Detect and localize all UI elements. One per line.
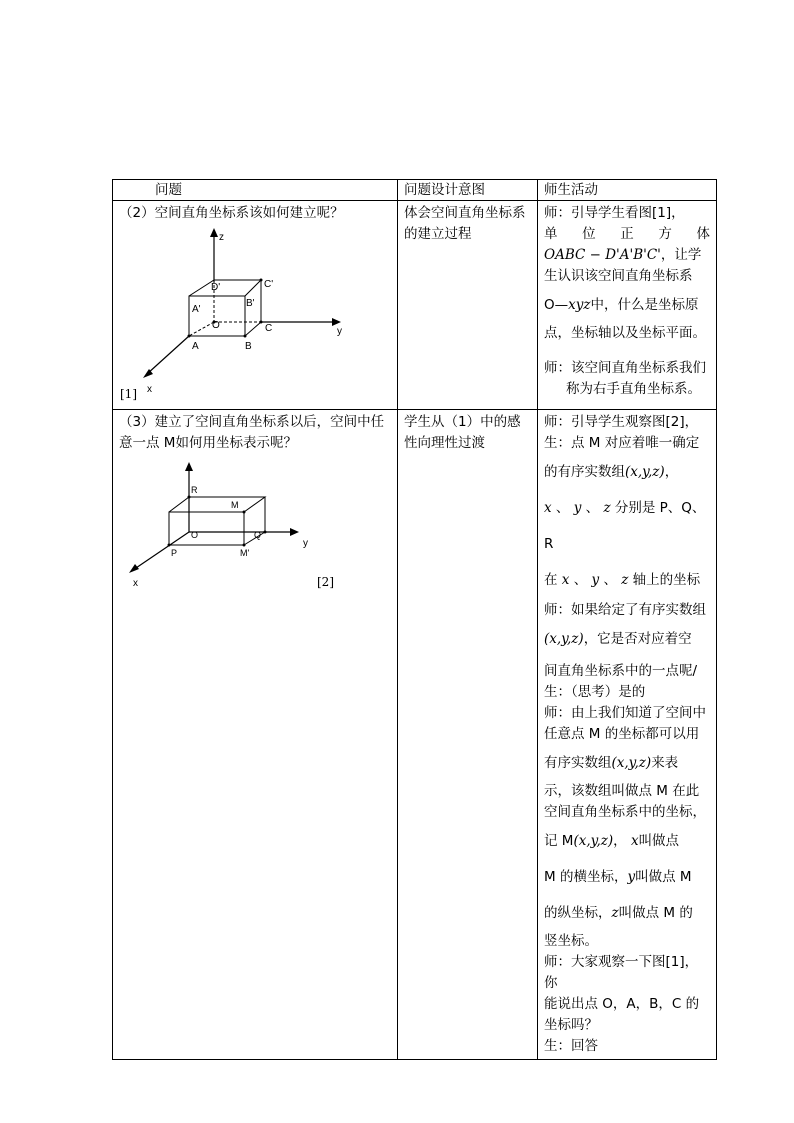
figure-1-coordinate-cube	[119, 228, 341, 400]
activity-text: 记 M	[544, 833, 574, 849]
math-y: y	[573, 500, 582, 516]
math-y: y	[627, 869, 636, 885]
row1-activity-cell	[538, 201, 717, 410]
activity-text: ，	[613, 833, 627, 849]
activity-line	[544, 454, 710, 490]
activity-text: M 的横坐标，	[544, 869, 628, 885]
activity-line	[544, 895, 710, 931]
header-question: 问题	[113, 180, 398, 201]
row2-question: （3）建立了空间直角坐标系以后，空间中任意一点 M如何用坐标表示呢？	[119, 414, 385, 451]
math-tuple: (x,y,z)	[625, 464, 665, 480]
math-tuple: (x,y,z)	[573, 833, 614, 849]
row1-intent: 体会空间直角坐标系的建立过程	[404, 205, 526, 242]
activity-text: 分别是 P、Q、R	[544, 500, 706, 552]
math-x: x	[561, 572, 570, 588]
math-tuple: (x,y,z)	[544, 631, 584, 647]
activity-line: 点，坐标轴以及坐标平面。	[544, 325, 706, 341]
activity-text: 的纵坐标，	[544, 905, 612, 921]
math-xyz: xyz	[568, 297, 591, 313]
math-z: z	[603, 500, 611, 516]
activity-line	[544, 287, 710, 323]
activity-line: 师：大家观察一下图[1]，你	[544, 954, 699, 991]
fig1-label-x: x	[147, 384, 152, 395]
math-x: x	[630, 833, 639, 849]
activity-line	[544, 562, 710, 598]
activity-text: ，	[664, 464, 679, 480]
fig1-label-y: y	[337, 326, 342, 337]
activity-text: 、	[603, 572, 617, 588]
activity-text: 来表	[651, 755, 679, 771]
activity-text: 、	[555, 500, 570, 516]
fig1-label-A: A	[192, 341, 199, 352]
figure-2-tag: [2]	[317, 575, 334, 589]
lesson-table	[112, 179, 717, 1060]
activity-text: 中，什么是坐标原	[590, 297, 699, 313]
math-x: x	[544, 500, 552, 516]
activity-line: 生：点 M 对应着唯一确定	[544, 435, 700, 451]
row2-activity-cell	[538, 410, 717, 1060]
fig1-label-B: B	[245, 341, 252, 352]
activity-text: O—	[544, 297, 569, 313]
activity-text: 、	[573, 572, 588, 588]
activity-text: 、	[585, 500, 600, 516]
fig2-label-M1: M'	[240, 548, 250, 558]
table-row	[113, 410, 717, 1060]
fig2-label-R: R	[191, 485, 198, 495]
activity-line: 师：该空间直角坐标系我们	[544, 360, 706, 376]
fig1-label-O: O	[212, 320, 220, 331]
activity-line	[544, 245, 710, 266]
activity-line: 能说出点 O，A，B，C 的	[544, 996, 700, 1012]
activity-line: 间直角坐标系中的一点呢/	[544, 663, 698, 679]
activity-line: 任意点 M 的坐标都可以用	[544, 726, 700, 742]
activity-text: 叫做点	[638, 833, 680, 849]
table-row	[113, 201, 717, 410]
activity-text: 叫做点 M	[635, 869, 692, 885]
fig2-label-O: O	[191, 530, 199, 540]
fig2-label-Q: Q	[254, 530, 262, 540]
activity-line: 称为右手直角坐标系。	[566, 381, 701, 397]
activity-line: 师：引导学生观察图[2]，	[544, 414, 699, 430]
activity-line: 坐标吗？	[544, 1017, 598, 1033]
fig1-label-z: z	[219, 232, 224, 243]
row1-question: （2）空间直角坐标系该如何建立呢？	[119, 205, 344, 221]
activity-line: 单位正方体	[544, 226, 710, 242]
header-row	[113, 180, 717, 201]
activity-text: ，让学	[660, 247, 702, 263]
cube-expression: OABC − D'A'B'C'	[544, 247, 661, 263]
activity-line: 竖坐标。	[544, 933, 598, 949]
activity-line	[544, 490, 710, 562]
fig2-label-x: x	[133, 578, 138, 589]
row2-question-cell	[113, 410, 398, 1060]
fig2-label-P: P	[171, 548, 178, 558]
activity-text: 叫做点 M 的	[618, 905, 693, 921]
fig1-label-B1: B'	[246, 298, 255, 309]
activity-line: 师：如果给定了有序实数组	[544, 602, 706, 618]
math-z: z	[621, 572, 629, 588]
fig1-label-A1: A'	[192, 304, 201, 315]
activity-line: 生认识该空间直角坐标系	[544, 268, 693, 284]
activity-line: 师：引导学生看图[1]，	[544, 205, 685, 221]
activity-line	[544, 859, 710, 895]
activity-text: 轴上的坐标	[632, 572, 701, 588]
activity-line: 示，该数组叫做点 M 在此	[544, 783, 700, 799]
activity-line	[544, 745, 710, 781]
fig2-label-y: y	[303, 538, 308, 549]
activity-line	[544, 621, 710, 657]
activity-text: 的有序实数组	[544, 464, 625, 480]
row1-intent-cell	[398, 201, 538, 410]
fig1-label-D1: D'	[211, 282, 221, 293]
activity-text: ，它是否对应着空	[583, 631, 692, 647]
figure-2-point-coordinates	[119, 460, 341, 592]
fig1-label-C: C	[265, 323, 273, 334]
activity-text: 在	[544, 572, 558, 588]
activity-line: 生：（思考）是的	[544, 684, 646, 700]
activity-line: 生：回答	[544, 1038, 598, 1054]
activity-line: 空间直角坐标系中的坐标，	[544, 804, 706, 820]
activity-text: 有序实数组	[544, 755, 612, 771]
row2-intent: 学生从（1）中的感性向理性过渡	[404, 414, 521, 451]
math-tuple: (x,y,z)	[611, 755, 652, 771]
header-intent: 问题设计意图	[398, 180, 538, 201]
activity-line: 师：由上我们知道了空间中	[544, 705, 706, 721]
figure-1-tag: [1]	[120, 387, 137, 401]
fig1-label-C1: C'	[264, 279, 274, 290]
math-y: y	[591, 572, 600, 588]
header-activity: 师生活动	[538, 180, 717, 201]
fig2-label-M: M	[231, 500, 239, 510]
math-z: z	[611, 905, 619, 921]
row1-question-cell	[113, 201, 398, 410]
activity-line	[544, 823, 710, 859]
row2-intent-cell	[398, 410, 538, 1060]
